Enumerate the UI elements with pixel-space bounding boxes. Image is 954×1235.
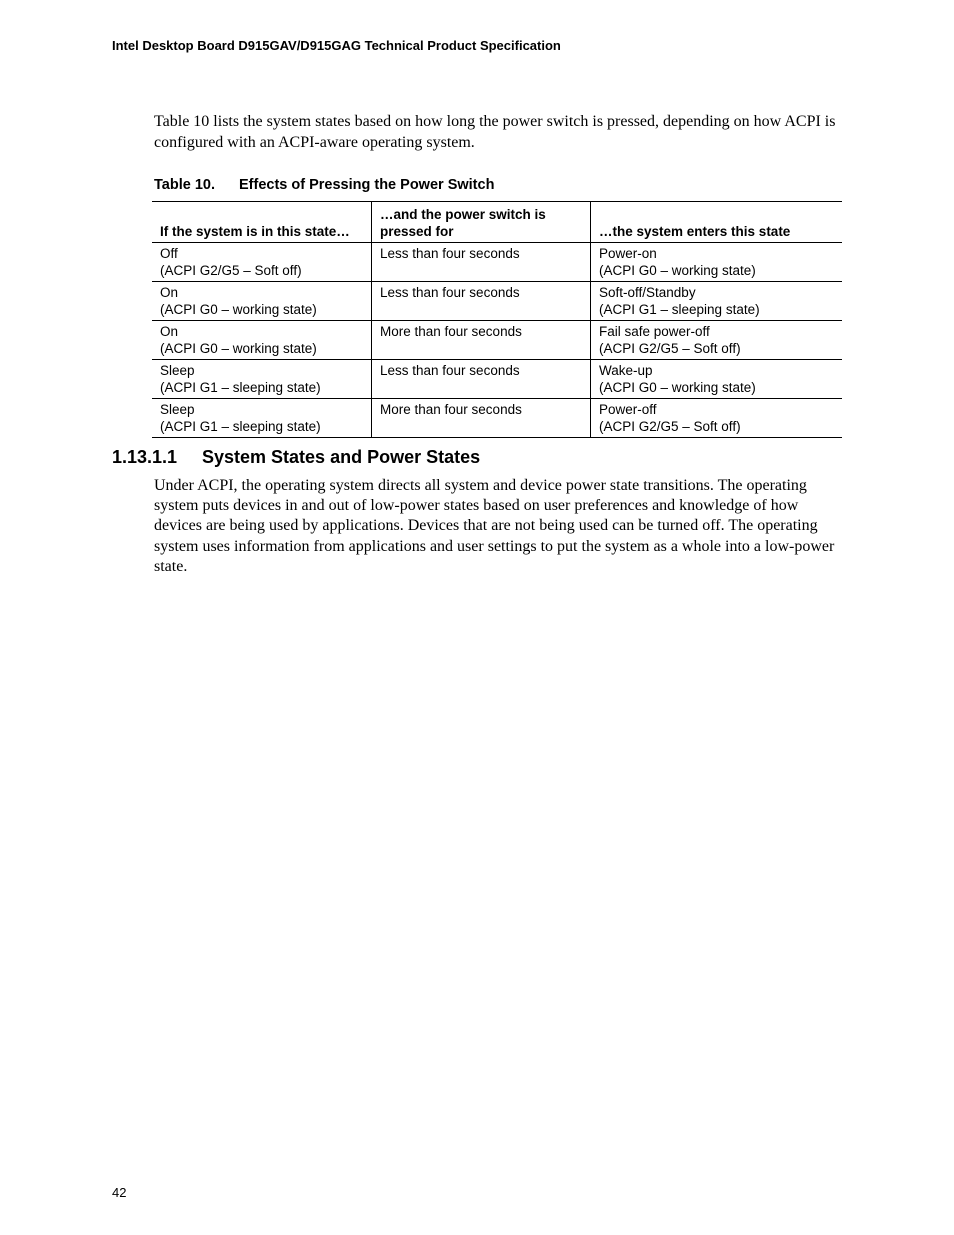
- header-resulting-state: …the system enters this state: [591, 202, 843, 243]
- cell-resulting-state: Power-on (ACPI G0 – working state): [591, 243, 843, 282]
- cell-resulting-state: Soft-off/Standby (ACPI G1 – sleeping state): [591, 282, 843, 321]
- section-heading: [112, 447, 480, 468]
- table-row: [152, 360, 842, 399]
- cell-resulting-state: Power-off (ACPI G2/G5 – Soft off): [591, 399, 843, 438]
- table-row: [152, 399, 842, 438]
- table-row: [152, 282, 842, 321]
- cell-press-duration: More than four seconds: [372, 399, 591, 438]
- table-header-row: [152, 202, 842, 243]
- table-caption: [154, 177, 494, 193]
- intro-paragraph: Table 10 lists the system states based on how long the power switch is pressed, depending on how ACPI is configured with an ACPI-aware operating system.: [154, 113, 836, 151]
- cell-current-state: Sleep (ACPI G1 – sleeping state): [152, 360, 372, 399]
- cell-current-state: On (ACPI G0 – working state): [152, 282, 372, 321]
- section-body-paragraph: Under ACPI, the operating system directs all system and device power state transitions. The operating system puts devices in and out of low-power states based on user preferences and knowledge of how devices are being used by applications. Devices that are not being used can be turned off. The operating system uses information from applications and user settings to put the system as a whole into a low-power state.: [154, 477, 835, 575]
- header-press-duration: …and the power switch is pressed for: [372, 202, 591, 243]
- running-header: Intel Desktop Board D915GAV/D915GAG Technical Product Specification: [112, 38, 561, 53]
- table-caption-number: Table 10.: [154, 177, 215, 193]
- cell-current-state: On (ACPI G0 – working state): [152, 321, 372, 360]
- cell-press-duration: Less than four seconds: [372, 282, 591, 321]
- table-row: [152, 321, 842, 360]
- cell-resulting-state: Fail safe power-off (ACPI G2/G5 – Soft off): [591, 321, 843, 360]
- section-number: 1.13.1.1: [112, 447, 178, 467]
- cell-current-state: Sleep (ACPI G1 – sleeping state): [152, 399, 372, 438]
- table-row: [152, 243, 842, 282]
- table-caption-title: Effects of Pressing the Power Switch: [239, 177, 495, 193]
- power-switch-table: [152, 201, 842, 438]
- header-current-state: If the system is in this state…: [152, 202, 372, 243]
- section-title: System States and Power States: [202, 447, 481, 467]
- cell-press-duration: More than four seconds: [372, 321, 591, 360]
- cell-press-duration: Less than four seconds: [372, 360, 591, 399]
- page-number: 42: [112, 1185, 127, 1200]
- cell-current-state: Off (ACPI G2/G5 – Soft off): [152, 243, 372, 282]
- cell-resulting-state: Wake-up (ACPI G0 – working state): [591, 360, 843, 399]
- cell-press-duration: Less than four seconds: [372, 243, 591, 282]
